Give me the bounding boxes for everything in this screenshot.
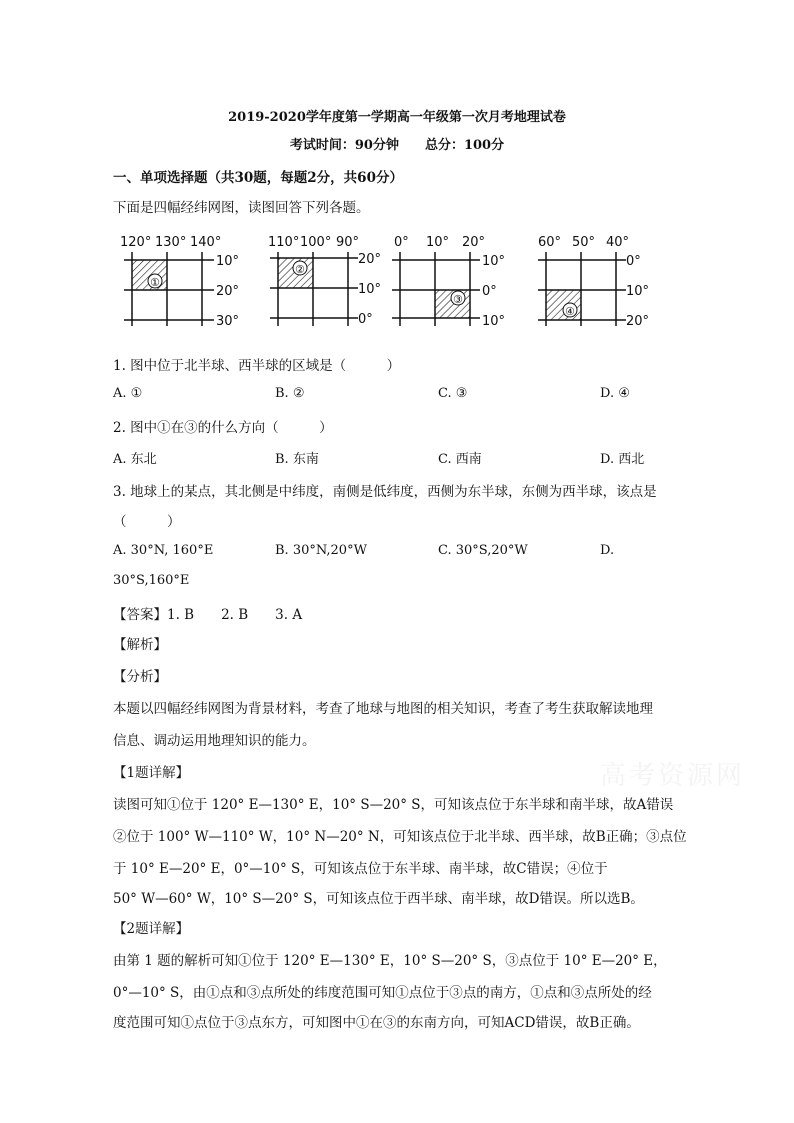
watermark: 高考资源网	[600, 761, 746, 791]
fenxi-line-1: 本题以四幅经纬网图为背景材料，考查了地球与地图的相关知识，考查了考生获取解读地理	[113, 701, 653, 717]
map4-side-label: 10°	[626, 284, 650, 299]
grid-map-4	[538, 235, 649, 329]
analysis-heading: 【解析】	[113, 637, 167, 653]
question-1-option-d[interactable]: D. ④	[600, 386, 630, 401]
section-intro: 下面是四幅经纬网图，读图回答下列各题。	[113, 200, 370, 216]
question-1-option-b[interactable]: B. ②	[275, 386, 305, 401]
grid-map-3	[392, 235, 505, 329]
detail-1-line-4: 50° W—60° W，10° S—20° S，可知该点位于西半球、南半球，故D错误。所以选B。	[113, 891, 644, 907]
map4-top-label: 50°	[572, 235, 596, 250]
map1-top-label: 120°	[120, 235, 152, 250]
map2-region-label: ②	[295, 263, 305, 276]
map3-top-label: 0°	[394, 235, 409, 250]
detail-2-heading: 【2题详解】	[113, 921, 190, 937]
detail-1-line-2: ②位于 100° W—110° W，10° N—20° N，可知该点位于北半球、西半球，故B正确；③点位	[113, 829, 687, 845]
fenxi-heading: 【分析】	[113, 669, 167, 685]
question-3-option-d[interactable]: D.	[600, 543, 615, 558]
detail-1-line-1: 读图可知①位于 120° E—130° E，10° S—20° S，可知该点位于东半球和南半球，故A错误	[113, 797, 674, 813]
section-heading: 一、单项选择题（共30题，每题2分，共60分）	[113, 170, 403, 186]
map2-top-label: 100°	[300, 235, 332, 250]
map1-side-label: 30°	[216, 314, 240, 329]
map4-region-label: ④	[565, 305, 575, 318]
map3-side-label: 0°	[482, 284, 497, 299]
fenxi-line-2: 信息、调动运用地理知识的能力。	[113, 733, 316, 749]
grid-map-1	[120, 235, 239, 329]
map3-side-label: 10°	[482, 254, 506, 269]
question-1-stem: 1. 图中位于北半球、西半球的区域是（ ）	[113, 358, 401, 374]
detail-1-line-3: 于 10° E—20° E，0°—10° S，可知该点位于东半球、南半球，故C错误；④位于	[113, 861, 608, 877]
question-3-option-b[interactable]: B. 30°N,20°W	[275, 543, 367, 558]
question-3-option-d-value: 30°S,160°E	[113, 573, 190, 588]
map2-side-label: 20°	[358, 252, 382, 267]
map4-side-label: 20°	[626, 314, 650, 329]
question-3-stem: 3. 地球上的某点，其北侧是中纬度，南侧是低纬度，西侧为东半球，东侧为西半球，该点是	[113, 484, 657, 500]
exam-title: 2019-2020学年度第一学期高一年级第一次月考地理试卷	[228, 110, 566, 125]
detail-2-line-2: 0°—10° S，由①点和③点所处的纬度范围可知①点位于③点的南方，①点和③点所处的经	[113, 985, 652, 1001]
detail-2-line-3: 度范围可知①点位于③点东方，可知图中①在③的东南方向，可知ACD错误，故B正确。	[113, 1015, 640, 1031]
map4-top-label: 40°	[606, 235, 630, 250]
grid-map-2	[268, 235, 381, 327]
question-3-stem-continued: （ ）	[113, 514, 181, 530]
question-2-option-d[interactable]: D. 西北	[600, 452, 645, 467]
lat-long-grid-figure	[110, 230, 670, 340]
map3-top-label: 10°	[426, 235, 450, 250]
detail-2-line-1: 由第 1 题的解析可知①位于 120° E—130° E，10° S—20° S，③点位于 10° E—20° E，	[113, 953, 667, 969]
question-2-option-c[interactable]: C. 西南	[438, 452, 482, 467]
question-3-option-c[interactable]: C. 30°S,20°W	[438, 543, 528, 558]
map4-side-label: 0°	[626, 254, 641, 269]
question-1-option-a[interactable]: A. ①	[113, 386, 143, 401]
map1-top-label: 140°	[190, 235, 222, 250]
question-2-stem: 2. 图中①在③的什么方向（ ）	[113, 420, 333, 436]
map4-top-label: 60°	[538, 235, 562, 250]
map2-side-label: 10°	[358, 282, 382, 297]
question-2-option-a[interactable]: A. 东北	[113, 452, 157, 467]
map3-side-label: 10°	[482, 314, 506, 329]
map3-region-label: ③	[453, 293, 463, 306]
question-3-option-a[interactable]: A. 30°N, 160°E	[113, 543, 214, 558]
map2-top-label: 110°	[268, 235, 300, 250]
map3-top-label: 20°	[462, 235, 486, 250]
answer-line: 【答案】1. B 2. B 3. A	[113, 607, 303, 623]
map1-region-label: ①	[150, 276, 160, 289]
map2-side-label: 0°	[358, 312, 373, 327]
exam-subtitle: 考试时间：90分钟 总分：100分	[289, 138, 505, 153]
map1-side-label: 10°	[216, 254, 240, 269]
question-2-option-b[interactable]: B. 东南	[275, 452, 319, 467]
question-1-option-c[interactable]: C. ③	[438, 386, 468, 401]
map2-top-label: 90°	[336, 235, 360, 250]
map1-top-label: 130°	[155, 235, 187, 250]
map1-side-label: 20°	[216, 284, 240, 299]
detail-1-heading: 【1题详解】	[113, 765, 190, 781]
